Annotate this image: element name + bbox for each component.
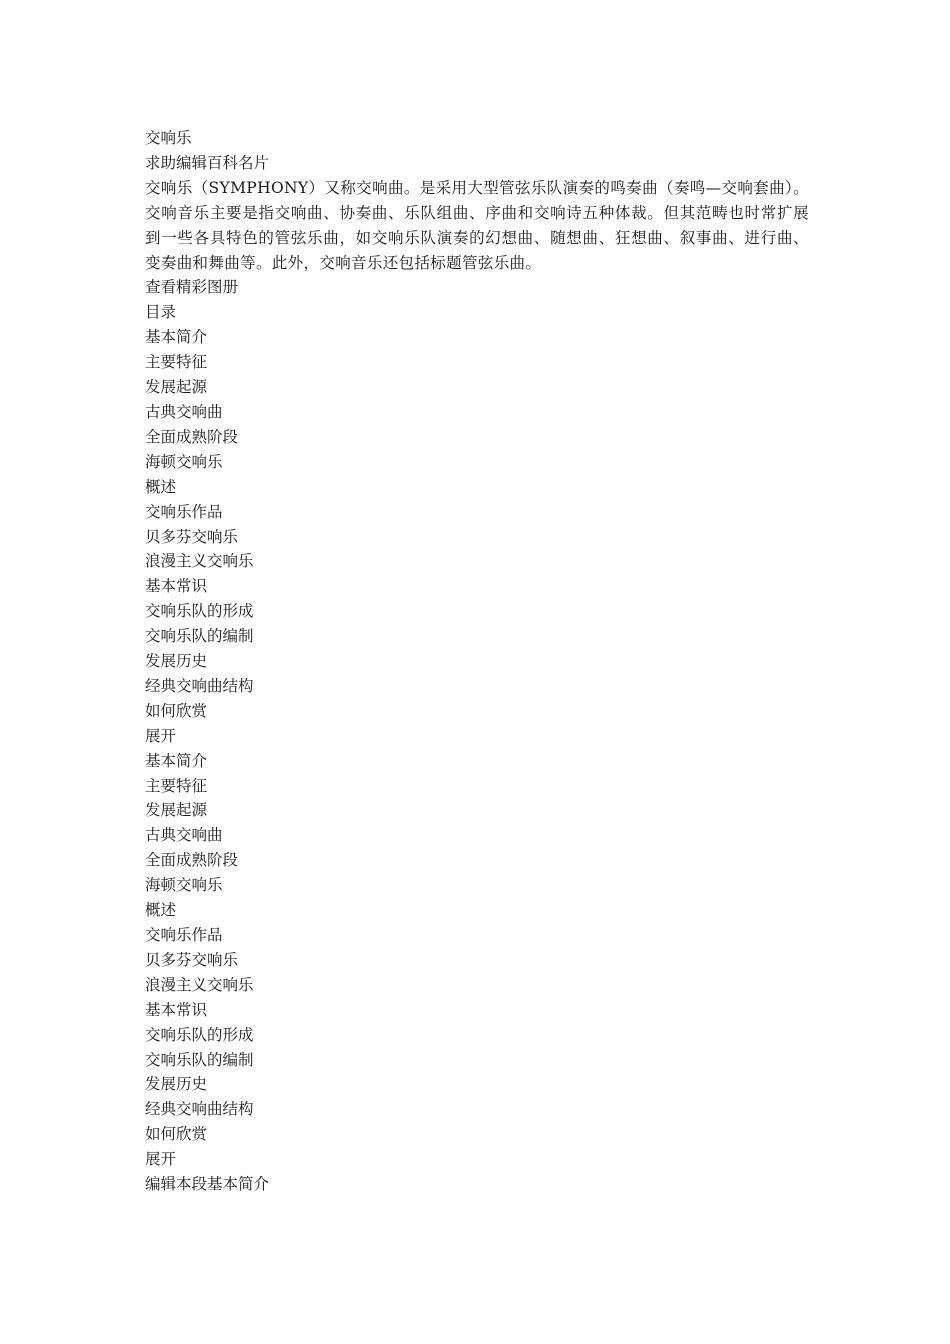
toc-item-romantic[interactable]: 浪漫主义交响乐 — [145, 975, 254, 994]
toc-item-romantic[interactable]: 浪漫主义交响乐 — [145, 552, 254, 571]
toc-item-history[interactable]: 发展历史 — [145, 652, 208, 671]
toc-item-basic-knowledge[interactable]: 基本常识 — [145, 577, 208, 596]
toc-item-works[interactable]: 交响乐作品 — [145, 926, 223, 944]
toc-item-maturity-stage[interactable]: 全面成熟阶段 — [145, 851, 239, 870]
toc-list — [145, 325, 809, 748]
toc-item-appreciation[interactable]: 如何欣赏 — [145, 701, 208, 720]
toc-expand-link[interactable]: 展开 — [145, 726, 177, 745]
toc-item-haydn[interactable]: 海顿交响乐 — [145, 876, 223, 895]
toc-item-haydn[interactable]: 海顿交响乐 — [145, 452, 223, 471]
toc-item-beethoven[interactable]: 贝多芬交响乐 — [145, 950, 239, 969]
section-heading: 编辑本段基本简介 — [145, 1175, 270, 1194]
toc-item-overview[interactable]: 概述 — [145, 901, 177, 920]
document-page — [145, 126, 809, 1197]
toc-item-beethoven[interactable]: 贝多芬交响乐 — [145, 527, 239, 546]
edit-card-link[interactable]: 求助编辑百科名片 — [145, 153, 270, 172]
toc-item-history[interactable]: 发展历史 — [145, 1075, 208, 1094]
toc-item-basic-intro[interactable]: 基本简介 — [145, 328, 208, 347]
toc-item-origin[interactable]: 发展起源 — [145, 378, 208, 397]
toc-item-basic-intro[interactable]: 基本简介 — [145, 751, 208, 770]
toc-item-classical-symphony[interactable]: 古典交响曲 — [145, 402, 223, 421]
toc-item-overview[interactable]: 概述 — [145, 477, 177, 496]
gallery-link[interactable]: 查看精彩图册 — [145, 278, 239, 297]
toc-item-classic-structure[interactable]: 经典交响曲结构 — [145, 676, 254, 695]
toc-item-classic-structure[interactable]: 经典交响曲结构 — [145, 1100, 254, 1119]
toc-item-origin[interactable]: 发展起源 — [145, 801, 208, 820]
toc-item-orchestra-structure[interactable]: 交响乐队的编制 — [145, 627, 254, 646]
toc-item-appreciation[interactable]: 如何欣赏 — [145, 1125, 208, 1144]
toc-item-orchestra-structure[interactable]: 交响乐队的编制 — [145, 1050, 254, 1069]
toc-item-main-features[interactable]: 主要特征 — [145, 353, 208, 372]
toc-item-main-features[interactable]: 主要特征 — [145, 776, 208, 795]
toc-item-works[interactable]: 交响乐作品 — [145, 502, 223, 521]
toc-list-repeat — [145, 749, 809, 1172]
toc-item-classical-symphony[interactable]: 古典交响曲 — [145, 826, 223, 845]
page-title: 交响乐 — [145, 129, 192, 147]
toc-expand-link[interactable]: 展开 — [145, 1150, 177, 1169]
toc-item-orchestra-formation[interactable]: 交响乐队的形成 — [145, 1025, 254, 1044]
toc-item-orchestra-formation[interactable]: 交响乐队的形成 — [145, 602, 254, 621]
toc-item-basic-knowledge[interactable]: 基本常识 — [145, 1000, 208, 1019]
toc-title: 目录 — [145, 303, 177, 322]
toc-item-maturity-stage[interactable]: 全面成熟阶段 — [145, 427, 239, 446]
intro-paragraph: 交响乐（SYMPHONY）又称交响曲。是采用大型管弦乐队演奏的鸣奏曲（奏鸣—交响套曲）。交响音乐主要是指交响曲、协奏曲、乐队组曲、序曲和交响诗五种体裁。但其范畴也时常扩展到一些各具特色的管弦乐曲，如交响乐队演奏的幻想曲、随想曲、狂想曲、叙事曲、进行曲、变奏曲和舞曲等。此外，交响音乐还包括标题管弦乐曲。 — [145, 178, 809, 272]
